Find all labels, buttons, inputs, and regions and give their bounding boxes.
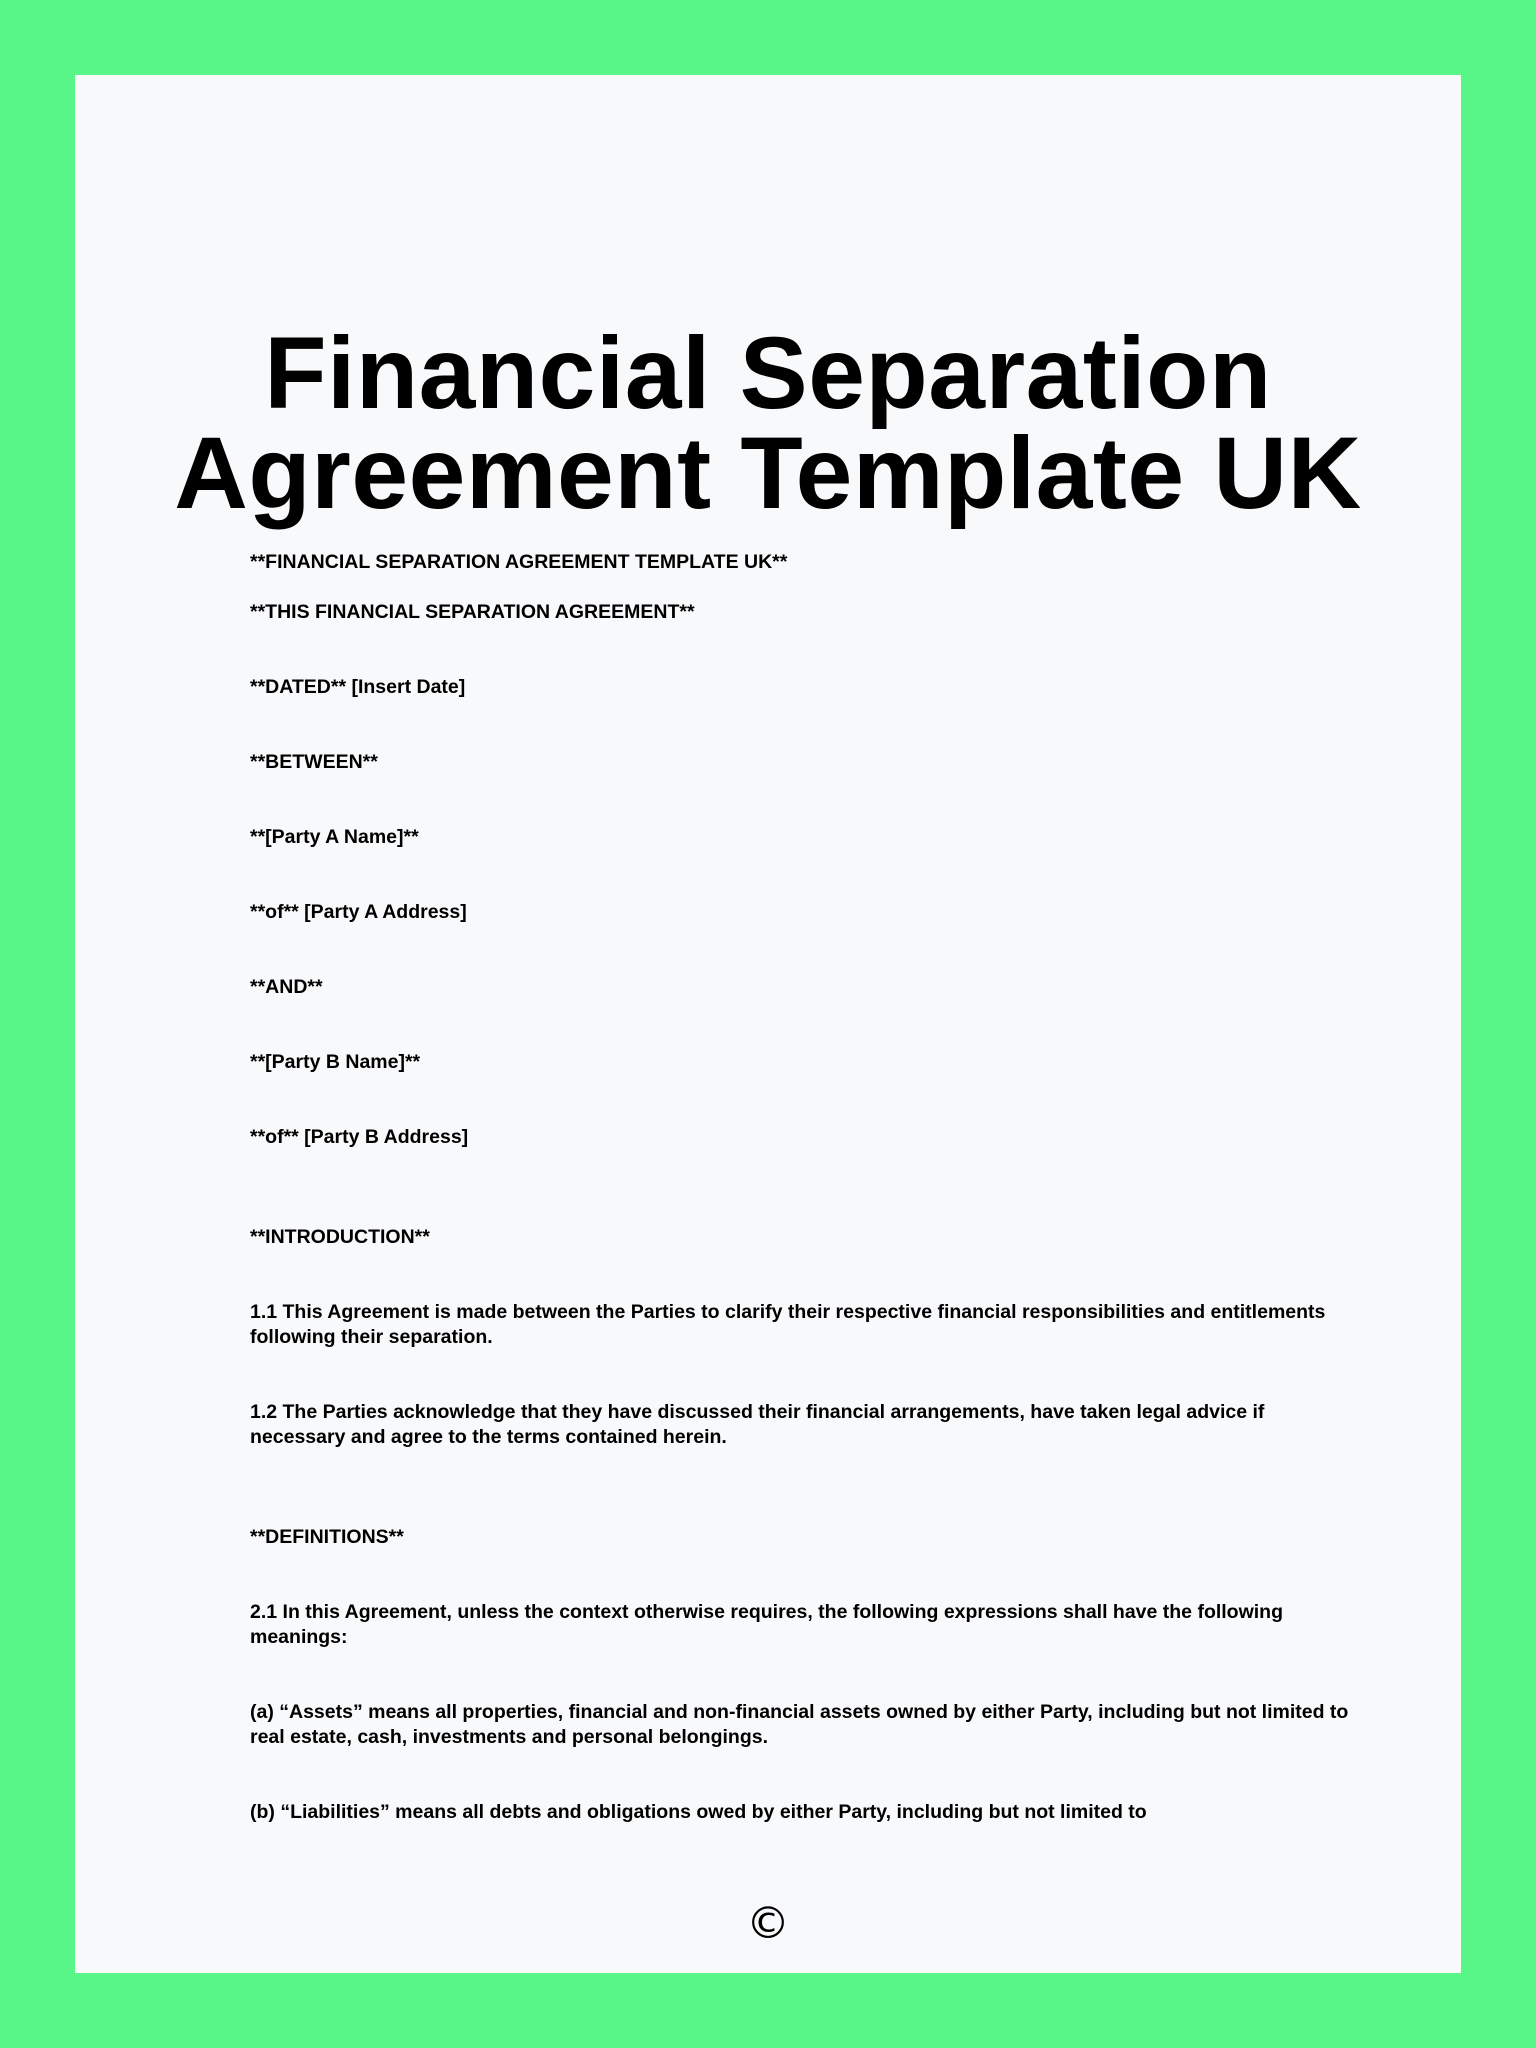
party-a-name: **[Party A Name]** xyxy=(250,826,419,848)
document-page xyxy=(75,75,1461,1973)
clause-2-1: 2.1 In this Agreement, unless the context otherwise requires, the following expressions shall have the following meanings: xyxy=(250,1601,1284,1648)
definition-liabilities: (b) “Liabilities” means all debts and obligations owed by either Party, including but not limited to xyxy=(250,1801,1147,1823)
party-b-address: **of** [Party B Address] xyxy=(250,1126,469,1148)
heading-template: **FINANCIAL SEPARATION AGREEMENT TEMPLATE UK** xyxy=(250,551,788,573)
party-b-name: **[Party B Name]** xyxy=(250,1051,421,1073)
definition-assets: (a) “Assets” means all properties, financial and non-financial assets owned by either Party, including but not limited to real estate, cash, investments and personal belongings. xyxy=(250,1701,1349,1748)
title-line-1: Financial Separation xyxy=(264,316,1272,430)
between-line: **BETWEEN** xyxy=(250,751,378,773)
clause-1-2: 1.2 The Parties acknowledge that they have discussed their financial arrangements, have taken legal advice if necessary and agree to the terms contained herein. xyxy=(250,1401,1265,1448)
dated-line: **DATED** [Insert Date] xyxy=(250,676,466,698)
definitions-heading: **DEFINITIONS** xyxy=(250,1526,404,1548)
party-a-address: **of** [Party A Address] xyxy=(250,901,467,923)
document-title xyxy=(75,316,1461,530)
introduction-heading: **INTRODUCTION** xyxy=(250,1226,430,1248)
copyright-icon: © xyxy=(746,1898,790,1949)
title-line-2: Agreement Template UK xyxy=(174,416,1362,530)
and-line: **AND** xyxy=(250,976,323,998)
heading-agreement: **THIS FINANCIAL SEPARATION AGREEMENT** xyxy=(250,601,695,623)
clause-1-1: 1.1 This Agreement is made between the Parties to clarify their respective financial responsibilities and entitlements following their separation. xyxy=(250,1301,1326,1348)
